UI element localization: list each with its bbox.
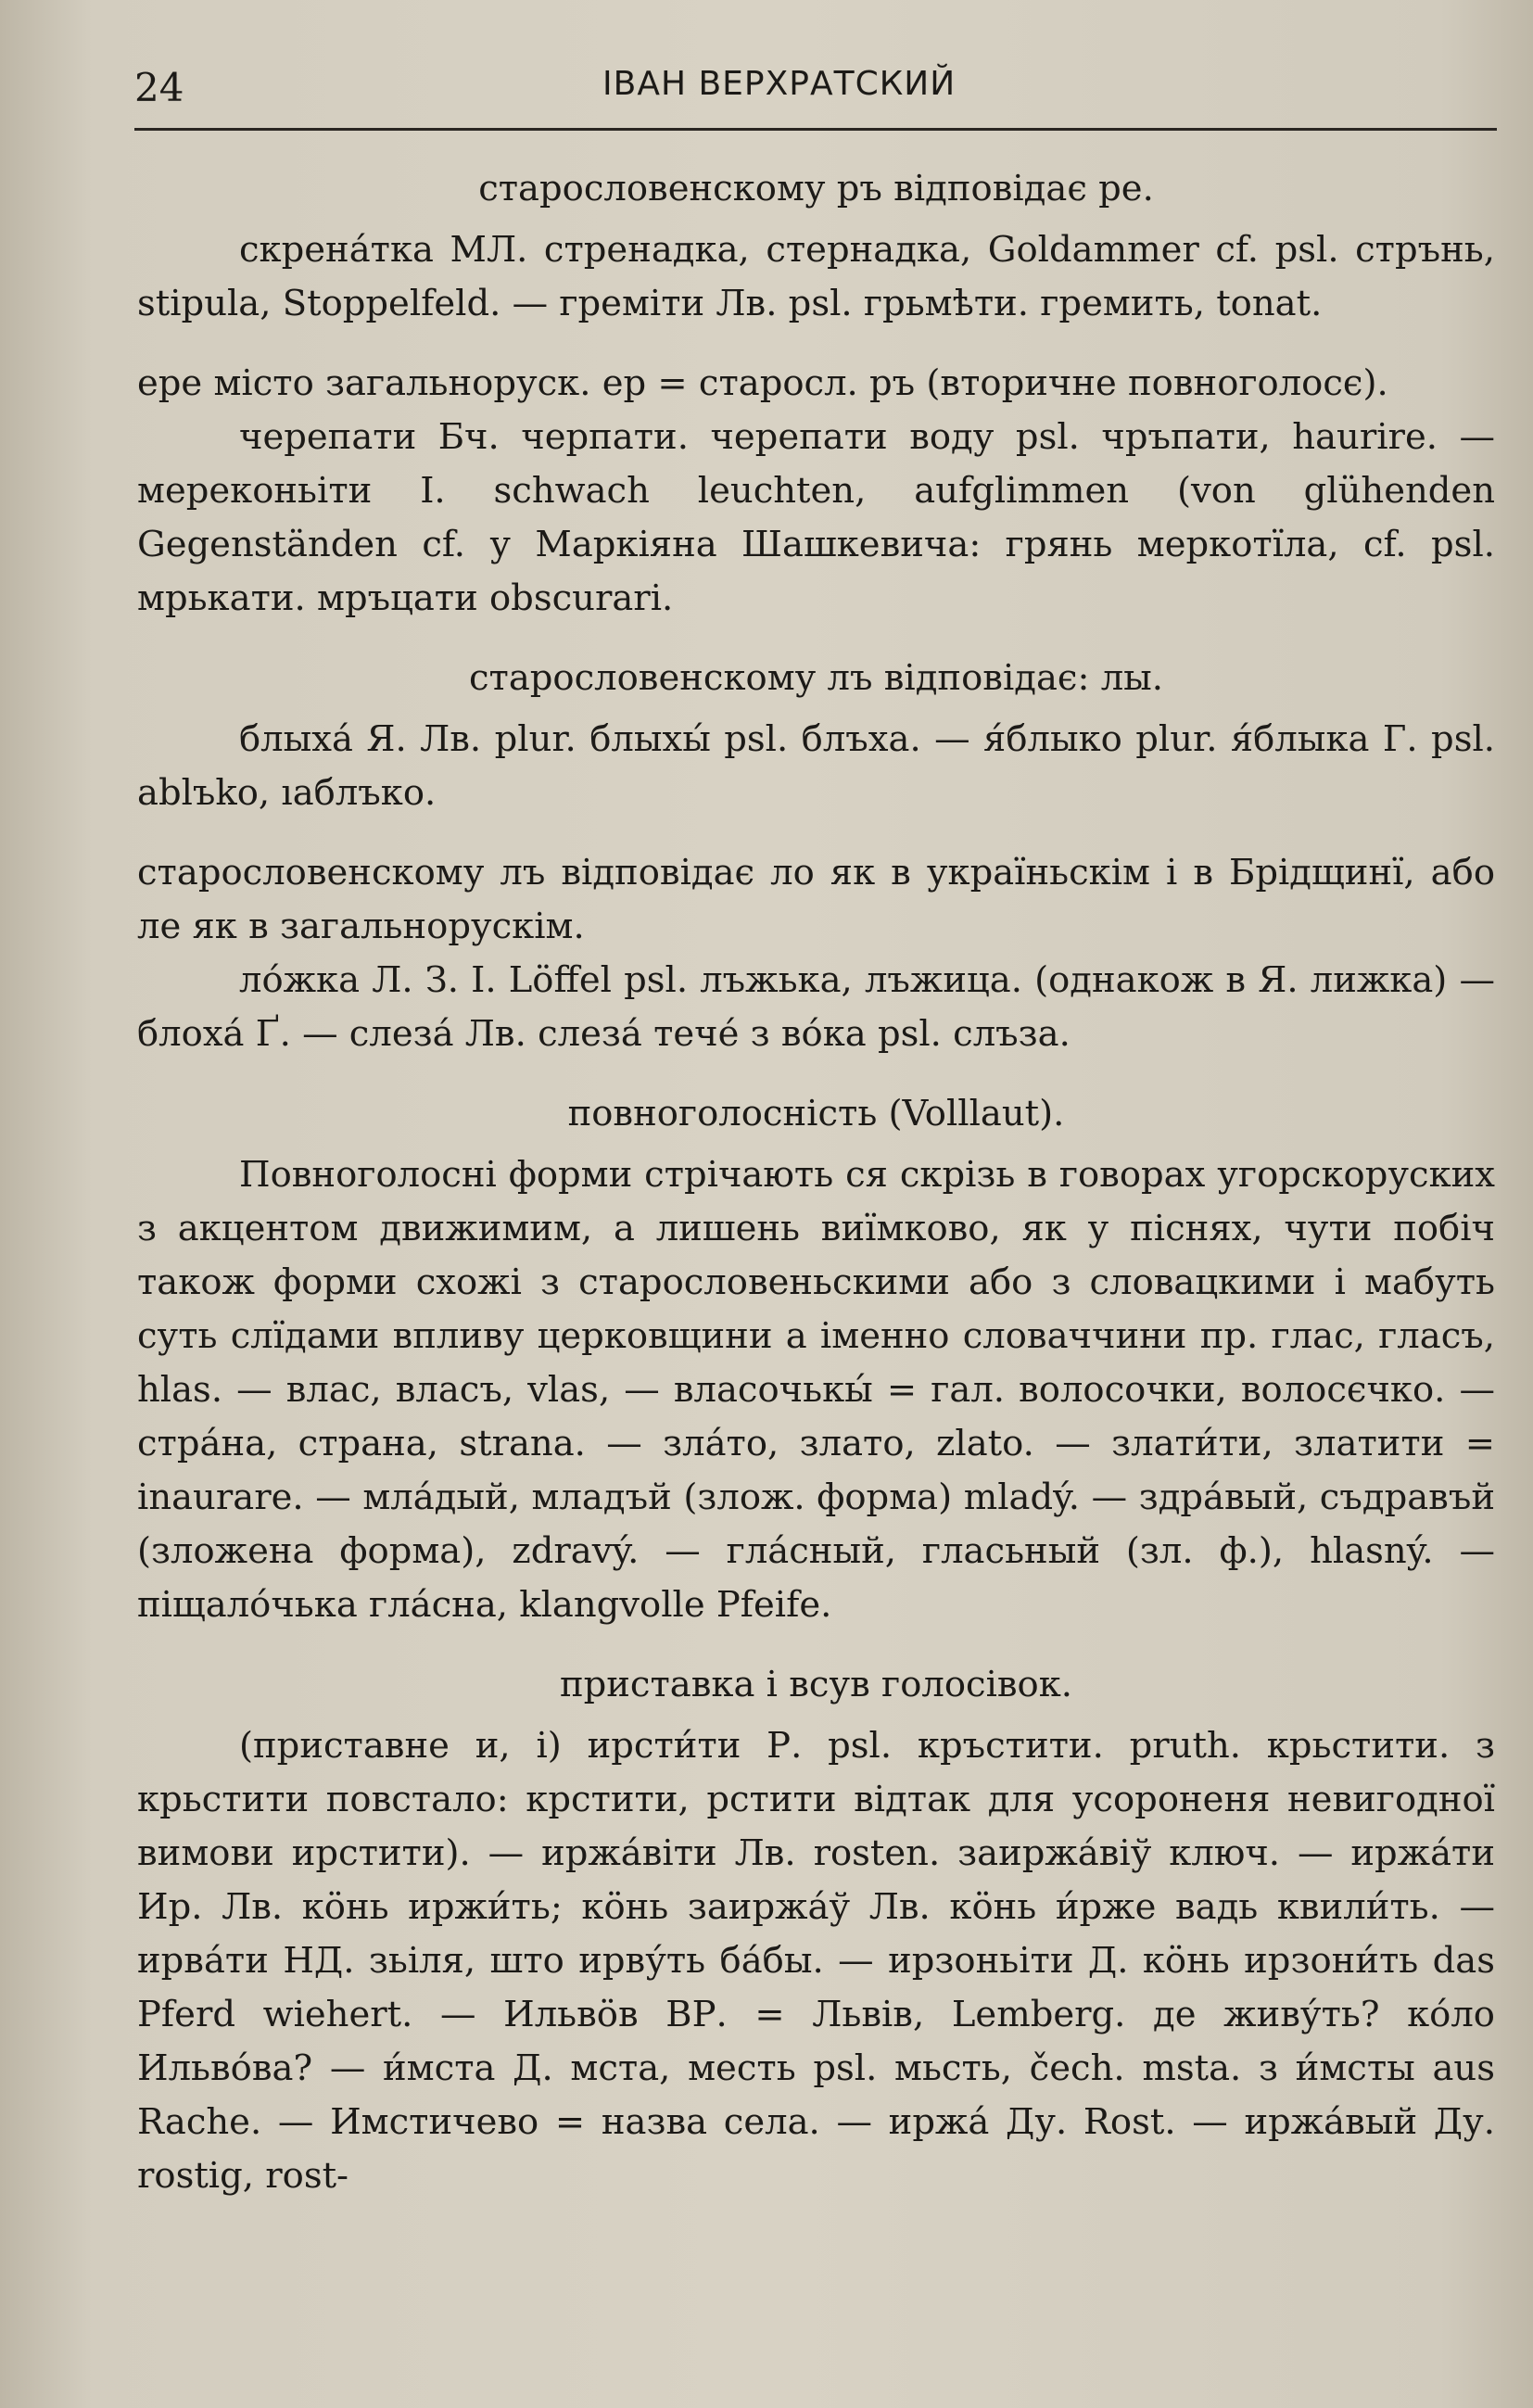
running-head <box>134 57 1497 113</box>
paragraph: скрена́тка МЛ. стренадка, стернадка, Goldammer cf. psl. стрънь, stipula, Stoppelfeld. — греміти Лв. psl. грьмѣти. гремить, tonat. <box>137 229 1495 324</box>
paragraph: (приставне и, і) ирсти́ти Р. psl. кръстити. pruth. крьстити. з крьстити повстало: крстити, рстити відтак для усороненя невигодної вимови ирстити). — иржа́віти Лв. rosten. заиржа́віў ключ. — иржа́ти Ир. Лв. кӧнь иржи́ть; кӧнь заиржа́ў Лв. кӧнь и́рже вадь квили́ть. — ирва́ти НД. зьіля, што ирву́ть ба́бы. — ирзоньіти Д. кӧнь ирзони́ть das Pferd wiehert. — Ильвӧв ВР. = Львів, Lemberg. де живу́ть? ко́ло Ильво́ва? — и́мста Д. мста, месть psl. мьсть, čech. msta. з и́мсты aus Rache. — Имстичево = назва села. — иржа́ Ду. Rost. — иржа́вый Ду. rostig, rost- <box>137 1725 1495 2197</box>
paragraph: старословенскому лъ відповідає ло як в україньскім і в Брідщинї, або ле як в загальнорускім. <box>137 852 1495 947</box>
spacer <box>137 331 1495 357</box>
paragraph: ере місто загальноруск. ер = старосл. ръ (вторичне повноголосє). <box>137 362 1388 404</box>
paragraph: Повноголосні форми стрічають ся скрізь в говорах угорскорускиx з акцентом движимим, а лишень виїмково, як у піснях, чути побіч також форми схожі з старословеньскими або з словацкими і мабуть суть слїдами впливу церковщини а іменно словаччини пр. глас, гласъ, hlas. — влас, власъ, vlas, — власочькы́ = гал. волосочки, волосєчко. — стра́на, страна, strana. — зла́то, злато, zlato. — злати́ти, златити = inaurare. — мла́дый, младъй (злож. форма) mladý. — здра́вый, съдравъй (зложена форма), zdravý. — гла́сный, гласьный (зл. ф.), hlasný. — піщало́чька гла́сна, klangvolle Pfeife. <box>137 1154 1495 1626</box>
spacer <box>137 820 1495 846</box>
paragraph: черепати Бч. черпати. черепати воду psl. чръпати, haurire. — мереконьіти I. schwach leuchten, aufglimmen (von glühenden Gegenständen cf. у Маркіяна Шашкевича: грянь меркотїла, cf. psl. мрькати. мръцати obscurari. <box>137 416 1495 619</box>
section-heading: приставка і всув голосівок. <box>559 1664 1073 1705</box>
body-text <box>137 153 1495 2203</box>
paragraph: ло́жка Л. З. І. Löffel psl. лъжька, лъжица. (однакож в Я. лижка) — блоха́ Ґ. — слеза́ Лв. слеза́ тече́ з во́ка psl. слъза. <box>137 959 1495 1055</box>
header-rule <box>134 128 1497 131</box>
section-heading: старословенскому ръ відповідає ре. <box>478 168 1154 209</box>
paragraph: блыха́ Я. Лв. plur. блыхы́ psl. блъха. — я́блыко plur. я́блыка Г. psl. ablъko, ıаблъко. <box>137 718 1495 814</box>
page-number: 24 <box>134 65 184 110</box>
section-heading: старословенскому лъ відповідає: лы. <box>468 657 1164 699</box>
header-title: ІВАН ВЕРХРАТСКИЙ <box>602 65 957 103</box>
section-heading: повноголосність (Volllaut). <box>567 1093 1065 1134</box>
